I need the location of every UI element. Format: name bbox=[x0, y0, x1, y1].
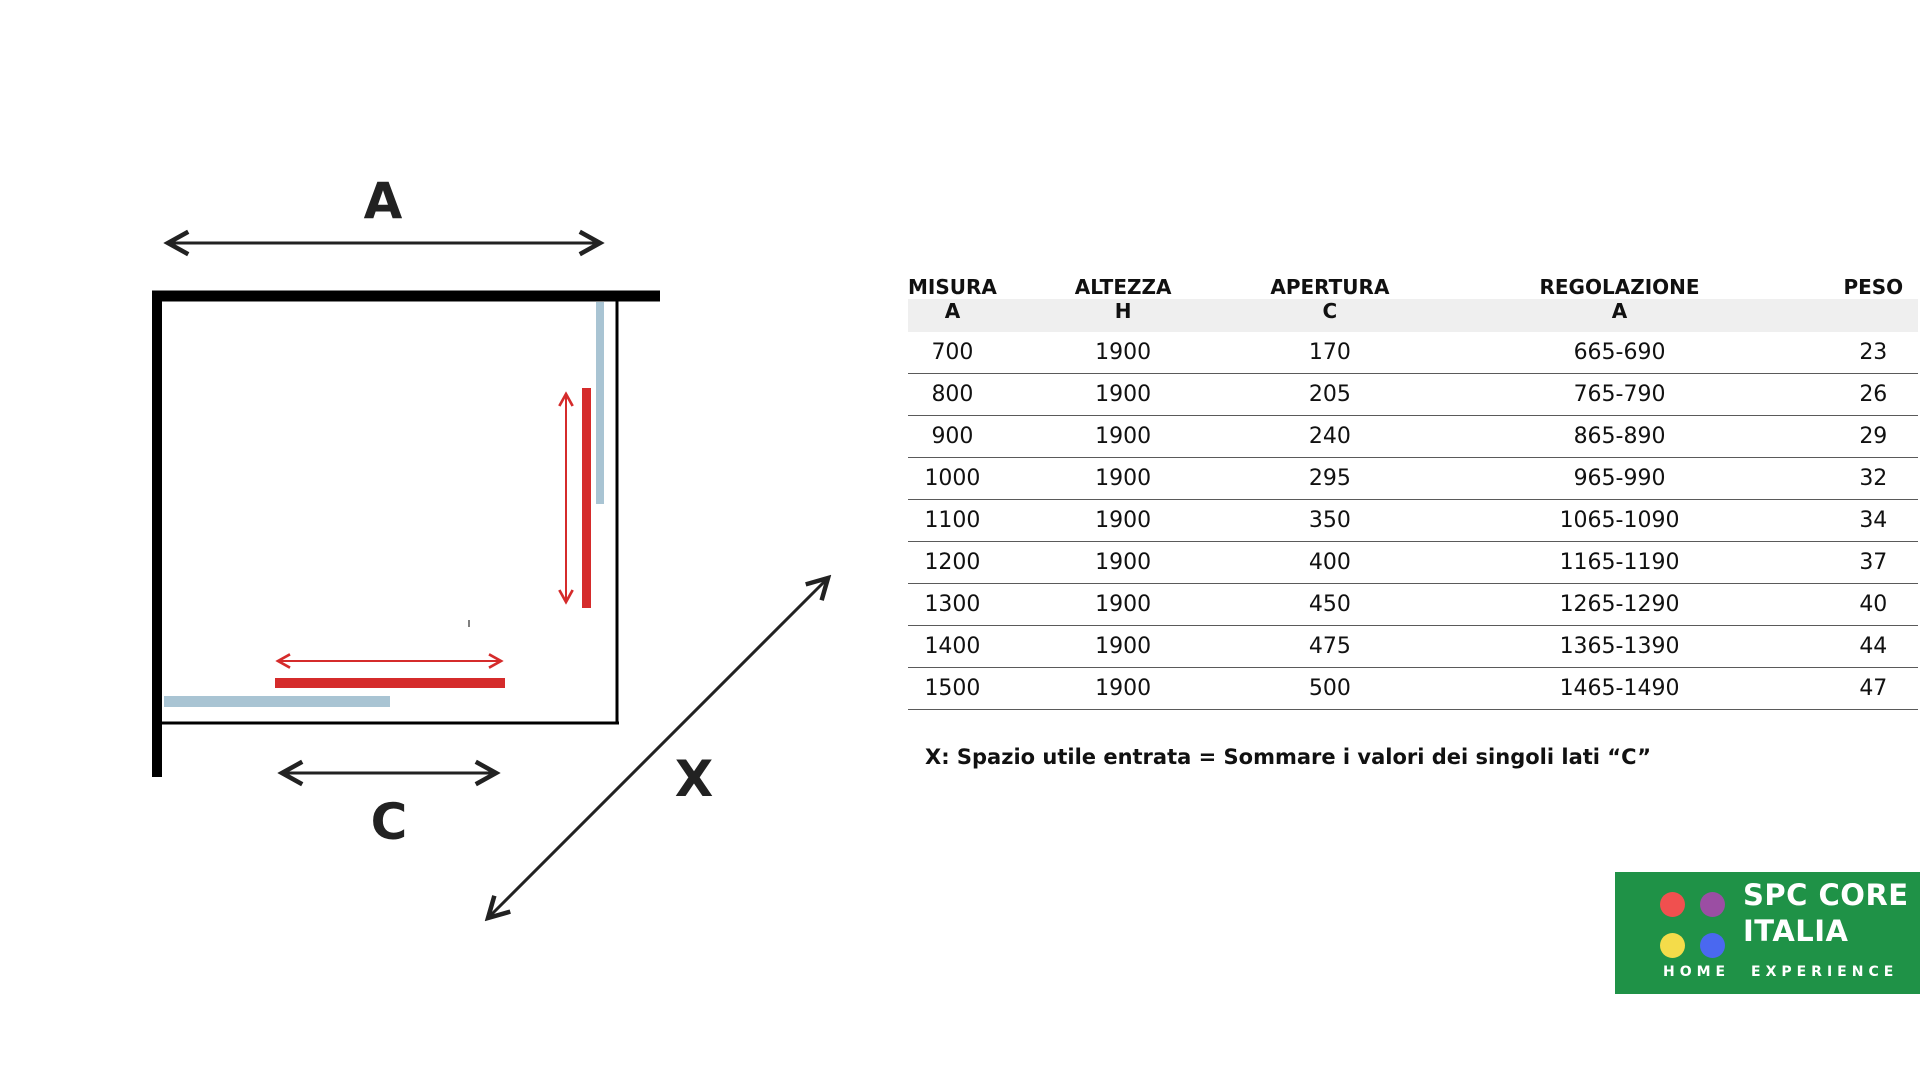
table-row bbox=[908, 668, 1918, 710]
header-altezza-unit: H bbox=[997, 299, 1250, 332]
table-row bbox=[908, 542, 1918, 584]
cell-regolazione: 1465-1490 bbox=[1410, 668, 1828, 710]
cell-altezza: 1900 bbox=[997, 584, 1250, 626]
logo-line1: SPC CORE bbox=[1743, 878, 1909, 912]
cell-regolazione: 765-790 bbox=[1410, 374, 1828, 416]
table-row bbox=[908, 500, 1918, 542]
cell-apertura: 400 bbox=[1249, 542, 1410, 584]
cell-apertura: 350 bbox=[1249, 500, 1410, 542]
table-row bbox=[908, 626, 1918, 668]
cell-peso: 26 bbox=[1829, 374, 1918, 416]
cell-altezza: 1900 bbox=[997, 668, 1250, 710]
label-x: X bbox=[674, 750, 714, 808]
logo-tag-home: HOME bbox=[1663, 964, 1731, 980]
logo-dot-purple bbox=[1700, 892, 1725, 917]
table-row bbox=[908, 584, 1918, 626]
cell-peso: 32 bbox=[1829, 458, 1918, 500]
header-peso-unit bbox=[1829, 299, 1918, 332]
header-apertura-unit: C bbox=[1249, 299, 1410, 332]
cell-apertura: 500 bbox=[1249, 668, 1410, 710]
header-regolazione-unit: A bbox=[1410, 299, 1828, 332]
cell-misura: 800 bbox=[908, 374, 997, 416]
table-row bbox=[908, 332, 1918, 374]
cell-apertura: 240 bbox=[1249, 416, 1410, 458]
cell-apertura: 205 bbox=[1249, 374, 1410, 416]
cell-altezza: 1900 bbox=[997, 374, 1250, 416]
fixed-glass-bottom bbox=[164, 696, 390, 707]
header-apertura: APERTURA bbox=[1270, 275, 1390, 299]
cell-apertura: 295 bbox=[1249, 458, 1410, 500]
header-row-bottom bbox=[908, 299, 1918, 332]
cell-regolazione: 1065-1090 bbox=[1410, 500, 1828, 542]
cell-altezza: 1900 bbox=[997, 500, 1250, 542]
label-c: C bbox=[370, 793, 408, 851]
cell-regolazione: 1365-1390 bbox=[1410, 626, 1828, 668]
cell-regolazione: 1265-1290 bbox=[1410, 584, 1828, 626]
header-misura-unit: A bbox=[908, 299, 997, 332]
cell-peso: 44 bbox=[1829, 626, 1918, 668]
table-row bbox=[908, 458, 1918, 500]
arrow-x bbox=[488, 578, 828, 918]
table-row bbox=[908, 416, 1918, 458]
cell-altezza: 1900 bbox=[997, 458, 1250, 500]
cell-apertura: 450 bbox=[1249, 584, 1410, 626]
cell-misura: 1400 bbox=[908, 626, 997, 668]
logo-dot-red bbox=[1660, 892, 1685, 917]
cell-misura: 1200 bbox=[908, 542, 997, 584]
header-misura: MISURA bbox=[908, 275, 997, 299]
cell-regolazione: 865-890 bbox=[1410, 416, 1828, 458]
cell-peso: 29 bbox=[1829, 416, 1918, 458]
cell-peso: 34 bbox=[1829, 500, 1918, 542]
cell-altezza: 1900 bbox=[997, 542, 1250, 584]
cell-altezza: 1900 bbox=[997, 332, 1250, 374]
cell-regolazione: 965-990 bbox=[1410, 458, 1828, 500]
logo-dot-yellow bbox=[1660, 933, 1685, 958]
cell-apertura: 475 bbox=[1249, 626, 1410, 668]
cell-altezza: 1900 bbox=[997, 416, 1250, 458]
fixed-glass-right bbox=[596, 302, 604, 504]
cell-misura: 1000 bbox=[908, 458, 997, 500]
sliding-door-bottom bbox=[275, 678, 505, 688]
label-a: A bbox=[363, 172, 403, 230]
header-regolazione: REGOLAZIONE bbox=[1539, 275, 1700, 299]
footnote: X: Spazio utile entrata = Sommare i valori dei singoli lati “C” bbox=[925, 745, 1652, 769]
brand-logo bbox=[1615, 872, 1920, 994]
cell-misura: 1300 bbox=[908, 584, 997, 626]
cell-apertura: 170 bbox=[1249, 332, 1410, 374]
cell-peso: 23 bbox=[1829, 332, 1918, 374]
cell-regolazione: 665-690 bbox=[1410, 332, 1828, 374]
spec-table bbox=[908, 274, 1918, 710]
header-peso: PESO bbox=[1843, 275, 1904, 299]
logo-line2: ITALIA bbox=[1743, 914, 1849, 948]
cell-misura: 1500 bbox=[908, 668, 997, 710]
cell-misura: 700 bbox=[908, 332, 997, 374]
cell-peso: 47 bbox=[1829, 668, 1918, 710]
cell-peso: 40 bbox=[1829, 584, 1918, 626]
cell-peso: 37 bbox=[1829, 542, 1918, 584]
cell-misura: 1100 bbox=[908, 500, 997, 542]
header-altezza: ALTEZZA bbox=[1074, 275, 1172, 299]
shower-enclosure-diagram bbox=[0, 0, 900, 1080]
cell-misura: 900 bbox=[908, 416, 997, 458]
logo-dot-blue bbox=[1700, 933, 1725, 958]
table-row bbox=[908, 374, 1918, 416]
header-row-top bbox=[908, 274, 1918, 299]
sliding-door-right bbox=[582, 388, 591, 608]
logo-tag-experience: EXPERIENCE bbox=[1751, 964, 1899, 980]
cell-altezza: 1900 bbox=[997, 626, 1250, 668]
cell-regolazione: 1165-1190 bbox=[1410, 542, 1828, 584]
